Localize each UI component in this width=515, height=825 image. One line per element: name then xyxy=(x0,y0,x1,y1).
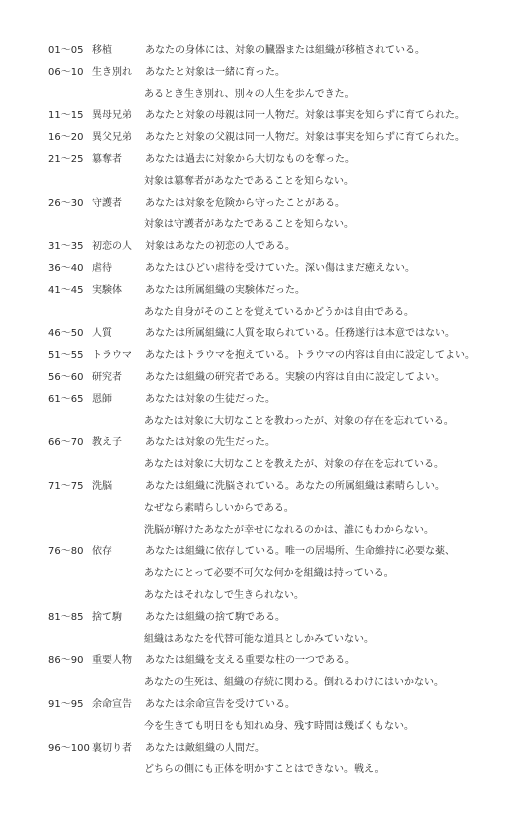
roll-range: 96〜100 xyxy=(48,742,90,754)
relation-label: 実験体 xyxy=(92,284,122,296)
roll-range: 56〜60 xyxy=(48,371,84,383)
relation-description: あなたはトラウマを抱えている。トラウマの内容は自由に設定してよい。 xyxy=(145,350,475,362)
table-row-continuation xyxy=(0,171,515,193)
relation-label: トラウマ xyxy=(92,350,132,362)
relation-description: あなたは所属組織に人質を取られている。任務遂行は本意ではない。 xyxy=(145,328,455,340)
relation-label: 重要人物 xyxy=(92,655,132,667)
relation-description: なぜなら素晴らしいからである。 xyxy=(144,502,294,514)
relation-description: あなた自身がそのことを覚えているかどうかは自由である。 xyxy=(144,306,414,318)
roll-range: 81〜85 xyxy=(48,611,84,623)
relation-description: 今を生きても明日をも知れぬ身、残す時間は幾ばくもない。 xyxy=(144,720,414,732)
roll-range: 06〜10 xyxy=(48,66,84,78)
table-row xyxy=(0,258,515,280)
roll-range: 91〜95 xyxy=(48,698,84,710)
relation-description: あなたの生死は、組織の存続に関わる。倒れるわけにはいかない。 xyxy=(144,677,444,689)
table-row-continuation xyxy=(0,629,515,651)
relation-label: 教え子 xyxy=(92,437,122,449)
table-row xyxy=(0,127,515,149)
relation-label: 研究者 xyxy=(92,371,122,383)
roll-range: 31〜35 xyxy=(48,241,84,253)
relation-description: あなたは組織に依存している。唯一の居場所、生命維持に必要な薬、 xyxy=(145,546,455,558)
relation-description: あなたは対象の生徒だった。 xyxy=(145,393,275,405)
relation-description: あなたはひどい虐待を受けていた。深い傷はまだ癒えない。 xyxy=(145,262,415,274)
roll-range: 61〜65 xyxy=(48,393,84,405)
table-row xyxy=(0,236,515,258)
relation-description: あなたは組織に洗脳されている。あなたの所属組織は素晴らしい。 xyxy=(145,480,445,492)
relation-description: あなたは対象の先生だった。 xyxy=(145,437,275,449)
roll-range: 46〜50 xyxy=(48,328,84,340)
table-row xyxy=(0,389,515,411)
relation-label: 異父兄弟 xyxy=(92,132,132,144)
relation-description: どちらの側にも正体を明かすことはできない。戦え。 xyxy=(144,764,385,776)
table-row xyxy=(0,694,515,716)
relation-description: 組織はあなたを代替可能な道具としかみていない。 xyxy=(144,633,374,645)
relation-description: あなたは組織の研究者である。実験の内容は自由に設定してよい。 xyxy=(145,371,445,383)
roll-range: 16〜20 xyxy=(48,132,84,144)
relation-label: 人質 xyxy=(92,328,112,340)
relation-description: あなたは組織の捨て駒である。 xyxy=(145,611,285,623)
relation-description: 対象は守護者があなたであることを知らない。 xyxy=(144,219,354,231)
relation-label: 恩師 xyxy=(92,393,112,405)
table-row xyxy=(0,62,515,84)
table-row-continuation xyxy=(0,302,515,324)
roll-range: 01〜05 xyxy=(48,45,84,56)
table-row-continuation xyxy=(0,411,515,433)
table-row xyxy=(0,541,515,563)
relation-label: 守護者 xyxy=(92,197,122,209)
relation-description: あなたは所属組織の実験体だった。 xyxy=(145,284,305,296)
roll-range: 71〜75 xyxy=(48,480,84,492)
relation-description: あなたはそれなしで生きられない。 xyxy=(144,589,304,601)
roll-range: 76〜80 xyxy=(48,546,84,558)
relation-label: 洗脳 xyxy=(92,480,112,492)
relation-description: あなたと対象の父親は同一人物だ。対象は事実を知らずに育てられた。 xyxy=(145,132,465,144)
table-row-continuation xyxy=(0,759,515,781)
table-row xyxy=(0,367,515,389)
relation-label: 依存 xyxy=(92,546,112,558)
table-row xyxy=(0,345,515,367)
table-row-continuation xyxy=(0,454,515,476)
table-row-continuation xyxy=(0,672,515,694)
table-row xyxy=(0,149,515,171)
relation-label: 裏切り者 xyxy=(92,742,132,754)
relation-table xyxy=(0,40,515,781)
relation-label: 移植 xyxy=(92,45,112,56)
table-row-continuation xyxy=(0,498,515,520)
table-row-continuation xyxy=(0,214,515,236)
relation-description: あなたは対象に大切なことを教わったが、対象の存在を忘れている。 xyxy=(144,415,454,427)
table-row-continuation xyxy=(0,563,515,585)
relation-description: あなたは組織を支える重要な柱の一つである。 xyxy=(145,655,355,667)
table-row xyxy=(0,738,515,760)
roll-range: 41〜45 xyxy=(48,284,84,296)
relation-description: 対象は簒奪者があなたであることを知らない。 xyxy=(144,175,354,187)
relation-description: あなたの身体には、対象の臓器または組織が移植されている。 xyxy=(145,45,425,56)
roll-range: 11〜15 xyxy=(48,110,84,122)
relation-description: 対象はあなたの初恋の人である。 xyxy=(145,241,295,253)
table-row xyxy=(0,650,515,672)
roll-range: 36〜40 xyxy=(48,262,84,274)
table-row xyxy=(0,476,515,498)
relation-description: あなたは余命宣告を受けている。 xyxy=(145,698,295,710)
table-row xyxy=(0,432,515,454)
roll-range: 86〜90 xyxy=(48,655,84,667)
relation-description: 洗脳が解けたあなたが幸せになれるのかは、誰にもわからない。 xyxy=(144,524,434,536)
roll-range: 21〜25 xyxy=(48,153,84,165)
table-row-continuation xyxy=(0,520,515,542)
roll-range: 66〜70 xyxy=(48,437,84,449)
table-row-continuation xyxy=(0,585,515,607)
table-row xyxy=(0,105,515,127)
relation-label: 捨て駒 xyxy=(92,611,122,623)
relation-label: 虐待 xyxy=(92,262,112,274)
relation-description: あるとき生き別れ、別々の人生を歩んできた。 xyxy=(144,88,355,100)
relation-description: あなたと対象は一緒に育った。 xyxy=(145,66,285,78)
roll-range: 51〜55 xyxy=(48,350,84,362)
table-row-continuation xyxy=(0,716,515,738)
table-row xyxy=(0,40,515,62)
relation-description: あなたは敵組織の人間だ。 xyxy=(145,742,265,754)
roll-range: 26〜30 xyxy=(48,197,84,209)
relation-description: あなたは過去に対象から大切なものを奪った。 xyxy=(145,153,355,165)
relation-label: 異母兄弟 xyxy=(92,110,132,122)
table-row xyxy=(0,607,515,629)
relation-label: 簒奪者 xyxy=(92,153,122,165)
relation-label: 生き別れ xyxy=(92,66,132,78)
relation-label: 余命宣告 xyxy=(92,698,132,710)
table-row xyxy=(0,193,515,215)
relation-description: あなたは対象を危険から守ったことがある。 xyxy=(145,197,345,209)
relation-description: あなたは対象に大切なことを教えたが、対象の存在を忘れている。 xyxy=(144,459,444,471)
table-row-continuation xyxy=(0,84,515,106)
table-row xyxy=(0,323,515,345)
table-row xyxy=(0,280,515,302)
relation-description: あなたにとって必要不可欠な何かを組織は持っている。 xyxy=(144,568,394,580)
relation-label: 初恋の人 xyxy=(92,241,132,253)
relation-description: あなたと対象の母親は同一人物だ。対象は事実を知らずに育てられた。 xyxy=(145,110,465,122)
